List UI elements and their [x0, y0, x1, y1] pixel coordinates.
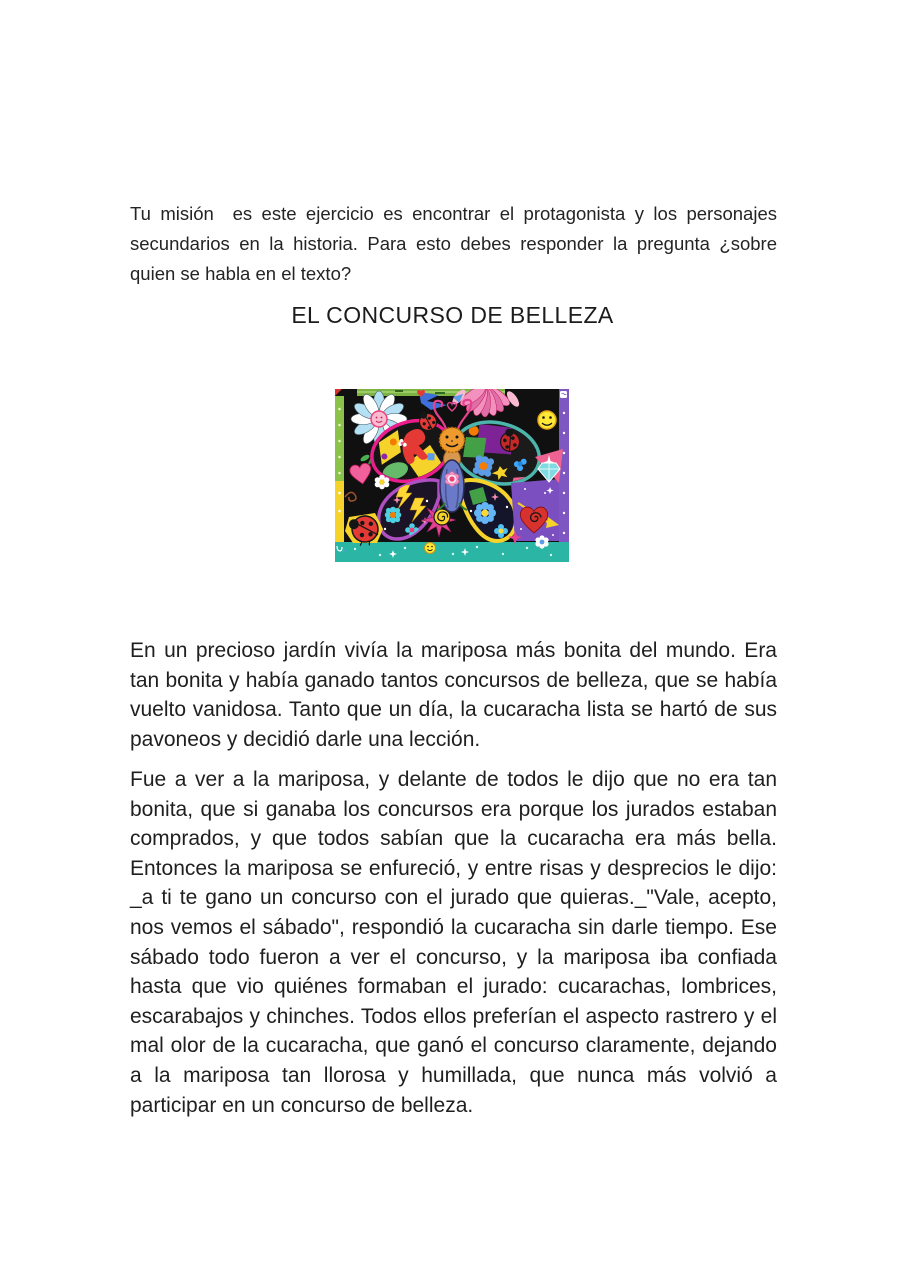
butterfly-collage-image: [335, 389, 569, 562]
story-paragraph-2: Fue a ver a la mariposa, y delante de todos le dijo que no era tan bonita, que si ganaba los concursos era porque los jurados estaban comprados, y que todos sabían que la cucaracha era más bella. Entonces la mariposa se enfureció, y entre risas y desprecios le dijo: _a ti te gano un concurso con el jurado que quieras._"Vale, acepto, nos vemos el sábado", respondió la cucaracha sin darle tiempo. Ese sábado todo fueron a ver el concurso, y la mariposa iba confiada hasta que vio quiénes formaban el jurado: cucarachas, lombrices, escarabajos y chinches. Todos ellos preferían el aspecto rastrero y el mal olor de la cucaracha, que ganó el concurso claramente, dejando a la mariposa tan llorosa y humillada, que nunca más volvió a participar en un concurso de belleza.: [130, 768, 777, 1117]
butterfly-collage-art: [335, 389, 569, 562]
smiley-face-small: [425, 543, 436, 554]
red-heart-with-arrow: [508, 479, 559, 544]
instructions-text: Tu misión es este ejercicio es encontrar el protagonista y los personajes secundarios en la historia. Para esto debes responder la pregunta ¿sobre quien se habla en el texto?: [130, 203, 783, 284]
story-title: EL CONCURSO DE BELLEZA: [291, 302, 614, 328]
story-paragraph-1: En un precioso jardín vivía la mariposa más bonita del mundo. Era tan bonita y había ganado tantos concursos de belleza, que se había vuelto vanidosa. Tanto que un día, la cucaracha lista se hartó de sus pavoneos y decidió darle una lección.: [130, 639, 777, 751]
smiley-face: [538, 411, 556, 429]
